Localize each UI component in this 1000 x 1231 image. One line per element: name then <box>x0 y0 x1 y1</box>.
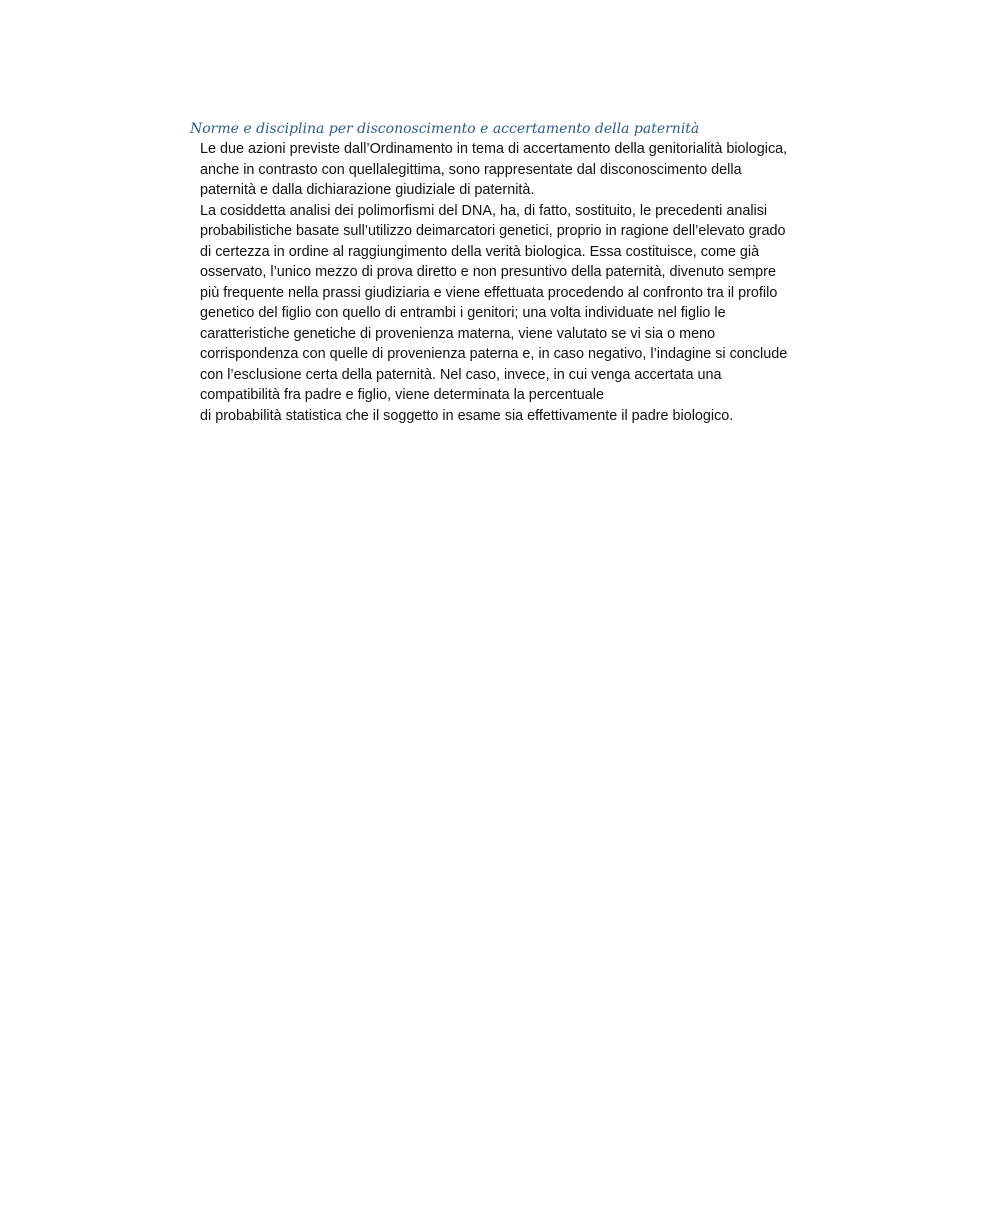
text-line: di certezza in ordine al raggiungimento della verità biologica. Essa costituisce, come già <box>200 243 760 260</box>
text-line: genetico del figlio con quello di entrambi i genitori; una volta individuate nel figlio le <box>200 305 726 321</box>
text-line: di probabilità statistica che il soggetto in esame sia effettivamente il padre biologico. <box>200 407 734 424</box>
text-line: con l’esclusione certa della paternità. Nel caso, invece, in cui venga accertata una <box>200 366 722 383</box>
text-line: corrispondenza con quelle di provenienza paterna e, in caso negativo, l’indagine si conclude <box>200 346 788 362</box>
text-line: più frequente nella prassi giudiziaria e viene effettuata procedendo al confronto tra il profilo <box>200 284 778 301</box>
text-line: La cosiddetta analisi dei polimorfismi del DNA, ha, di fatto, sostituito, le precedenti analisi <box>200 202 768 219</box>
text-line: paternità e dalla dichiarazione giudiziale di paternità. <box>200 182 535 198</box>
text-line: anche in contrasto con quellalegittima, sono rappresentate dal disconoscimento della <box>200 161 742 178</box>
text-line: probabilistiche basate sull’utilizzo deimarcatori genetici, proprio in ragione dell’elevato grado <box>200 223 786 239</box>
text-line: osservato, l’unico mezzo di prova diretto e non presuntivo della paternità, divenuto sempre <box>200 264 776 280</box>
text-line: caratteristiche genetiche di provenienza materna, viene valutato se vi sia o meno <box>200 325 716 342</box>
text-line: compatibilità fra padre e figlio, viene determinata la percentuale <box>200 387 604 403</box>
text-line: Le due azioni previste dall’Ordinamento in tema di accertamento della genitorialità biologica, <box>200 141 788 157</box>
section-heading: Norme e disciplina per disconoscimento e accertamento della paternità <box>190 121 700 137</box>
body-paragraph <box>200 139 860 426</box>
